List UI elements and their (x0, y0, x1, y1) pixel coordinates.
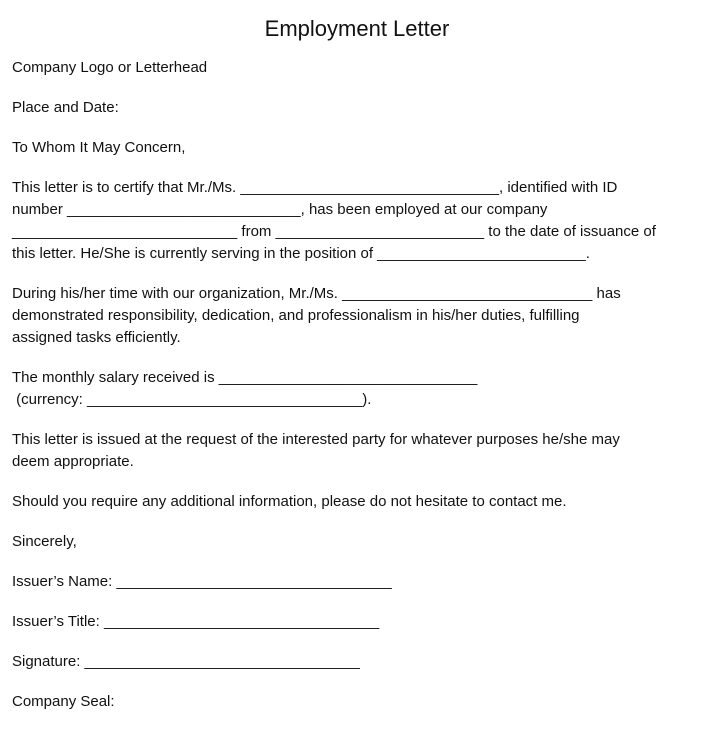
text-line: deem appropriate. (12, 453, 134, 470)
performance-paragraph (12, 283, 702, 349)
company-seal-line: Company Seal: (12, 693, 115, 710)
document-title: Employment Letter (264, 16, 450, 41)
text-line: this letter. He/She is currently serving in the position of _________________________. (12, 245, 590, 262)
place-date-line: Place and Date: (12, 99, 119, 116)
text-line: assigned tasks efficiently. (12, 329, 181, 346)
text-line: This letter is to certify that Mr./Ms. _______________________________, identified with ID (12, 179, 618, 196)
text-line: During his/her time with our organization, Mr./Ms. ______________________________ has (12, 285, 621, 302)
text-line: number ____________________________, has been employed at our company (12, 201, 548, 218)
issuer-name-line: Issuer’s Name: _________________________________ (12, 573, 392, 590)
purpose-paragraph (12, 429, 702, 473)
contact-paragraph: Should you require any additional information, please do not hesitate to contact me. (12, 493, 567, 510)
certification-paragraph (12, 177, 702, 265)
letter-body (0, 57, 714, 713)
salary-paragraph (12, 367, 702, 411)
logo-line: Company Logo or Letterhead (12, 59, 208, 76)
text-line: This letter is issued at the request of the interested party for whatever purposes he/she may (12, 431, 620, 448)
signature-line: Signature: _________________________________ (12, 653, 360, 670)
closing: Sincerely, (12, 533, 77, 550)
text-line: (currency: _________________________________). (12, 391, 372, 408)
text-line: demonstrated responsibility, dedication, and professionalism in his/her duties, fulfilling (12, 307, 580, 324)
issuer-title-line: Issuer’s Title: _________________________________ (12, 613, 380, 630)
text-line: ___________________________ from _________________________ to the date of issuance of (12, 223, 656, 240)
text-line: The monthly salary received is _______________________________ (12, 369, 478, 386)
salutation: To Whom It May Concern, (12, 139, 186, 156)
